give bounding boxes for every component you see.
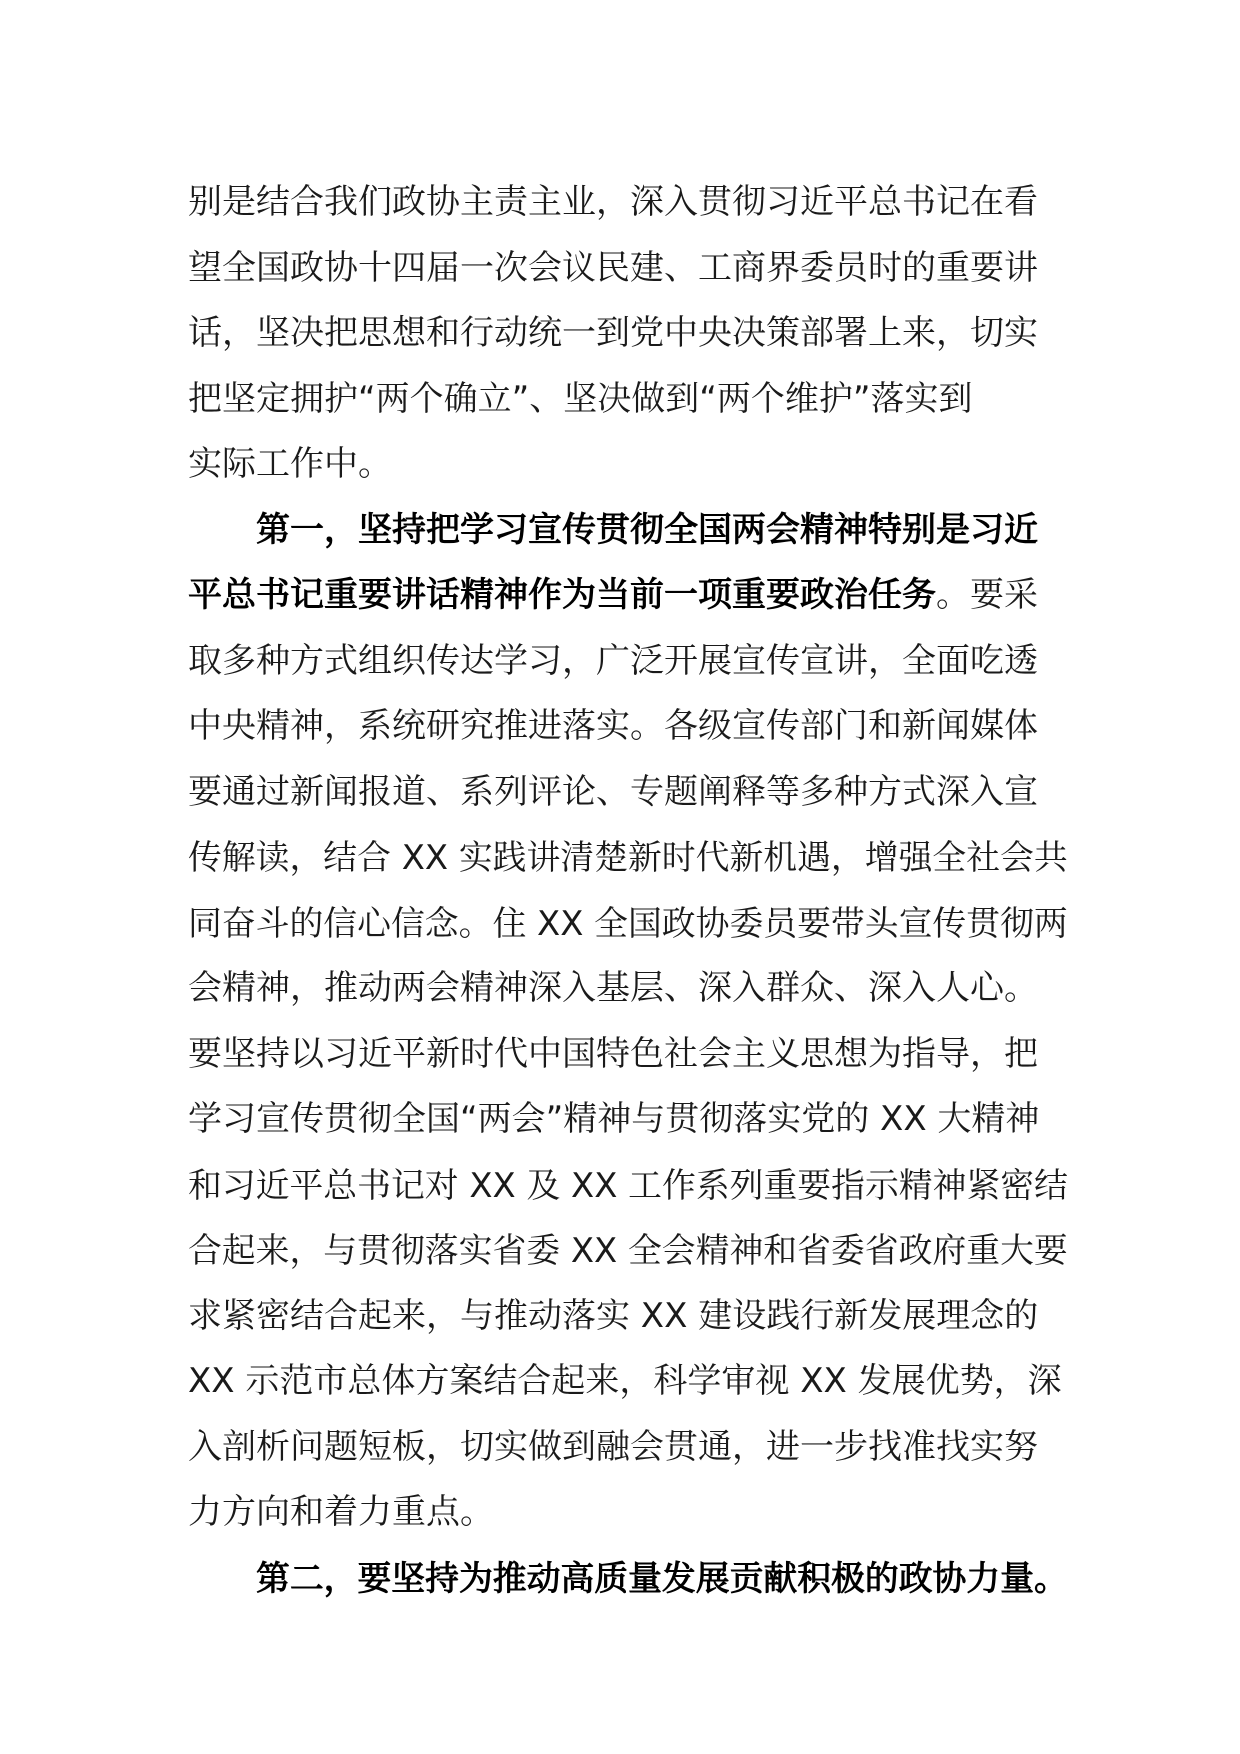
body-text: 实际工作中。: [188, 444, 392, 484]
text-line: [188, 1087, 1068, 1153]
text-line: [188, 956, 1068, 1022]
body-text: 话，坚决把思想和行动统一到党中央决策部署上来，切实: [188, 313, 1038, 353]
body-text: 把坚定拥护“两个确立”、坚决做到“两个维护”落实到: [188, 378, 973, 419]
text-line: [188, 1546, 1068, 1612]
text-line: [188, 301, 1068, 367]
body-text: 会精神，推动两会精神深入基层、深入群众、深入人心。: [188, 968, 1038, 1008]
text-line: [188, 170, 1068, 236]
body-text: 和习近平总书记对 XX 及 XX 工作系列重要指示精神紧密结: [188, 1165, 1068, 1205]
body-text: 学习宣传贯彻全国“两会”精神与贯彻落实党的 XX 大精神: [188, 1099, 1040, 1139]
document-body: [188, 170, 1068, 1611]
body-text: 要坚持以习近平新时代中国特色社会主义思想为指导，把: [188, 1033, 1038, 1074]
text-line: [188, 236, 1068, 302]
text-line: [188, 694, 1068, 760]
bold-heading-text: 第二，要坚持为推动高质量发展贡献积极的政协力量。: [256, 1558, 1068, 1598]
bold-heading-text: 第一，坚持把学习宣传贯彻全国两会精神特别是习近: [256, 509, 1038, 550]
body-text: 同奋斗的信心信念。住 XX 全国政协委员要带头宣传贯彻两: [188, 903, 1068, 943]
text-line: [188, 825, 1068, 891]
body-text: 传解读，结合 XX 实践讲清楚新时代新机遇，增强全社会共: [188, 838, 1068, 877]
body-text: 望全国政协十四届一次会议民建、工商界委员时的重要讲: [188, 247, 1038, 288]
bold-heading-text: 平总书记重要讲话精神作为当前一项重要政治任务: [188, 575, 936, 615]
body-text: 入剖析问题短板，切实做到融会贯通，进一步找准找实努: [188, 1426, 1038, 1467]
body-text: 合起来，与贯彻落实省委 XX 全会精神和省委省政府重大要: [188, 1231, 1068, 1270]
text-line: [188, 1480, 1068, 1546]
text-line: [188, 891, 1068, 957]
body-text: 。要采: [936, 575, 1038, 615]
text-line: [188, 1349, 1068, 1415]
text-line: [188, 498, 1068, 564]
body-text: 取多种方式组织传达学习，广泛开展宣传宣讲，全面吃透: [188, 640, 1038, 681]
body-text: 要通过新闻报道、系列评论、专题阐释等多种方式深入宣: [188, 771, 1038, 812]
text-line: [188, 563, 1068, 629]
text-line: [188, 760, 1068, 826]
body-text: 别是结合我们政协主责主业，深入贯彻习近平总书记在看: [188, 182, 1038, 222]
body-text: 力方向和着力重点。: [188, 1492, 494, 1532]
text-line: [188, 367, 1068, 433]
text-line: [188, 1022, 1068, 1088]
body-text: 求紧密结合起来，与推动落实 XX 建设践行新发展理念的: [188, 1295, 1039, 1336]
text-line: [188, 1284, 1068, 1350]
body-text: 中央精神，系统研究推进落实。各级宣传部门和新闻媒体: [188, 706, 1038, 746]
text-line: [188, 1218, 1068, 1284]
body-text: XX 示范市总体方案结合起来，科学审视 XX 发展优势，深: [188, 1361, 1062, 1401]
text-line: [188, 629, 1068, 695]
text-line: [188, 1415, 1068, 1481]
text-line: [188, 1153, 1068, 1219]
text-line: [188, 432, 1068, 498]
